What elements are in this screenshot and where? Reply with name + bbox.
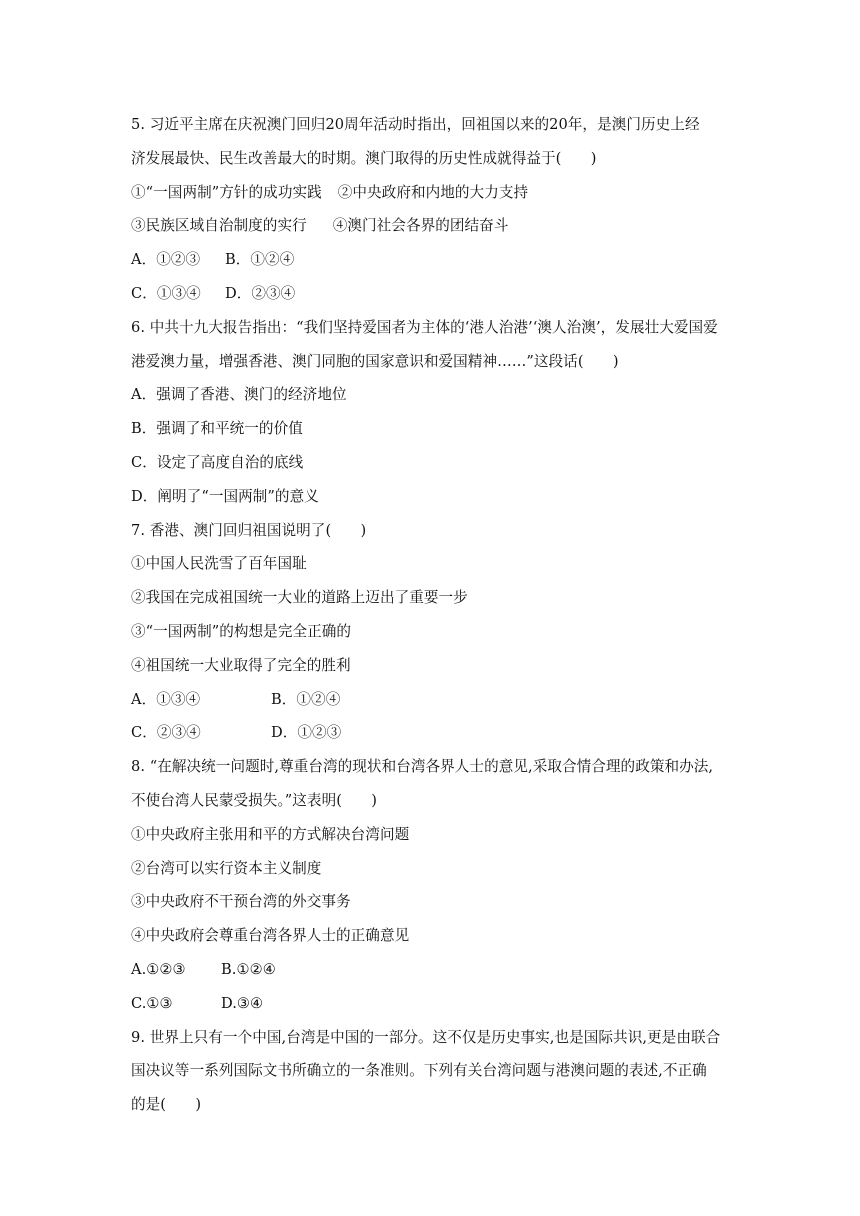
- q6-option-a: A．强调了香港、澳门的经济地位: [131, 386, 347, 404]
- q7-options-row-2: [131, 716, 731, 750]
- q6-stem-line-2: 港爱澳力量，增强香港、澳门同胞的国家意识和爱国精神……”这段话( ): [131, 352, 619, 370]
- q7-item-3: ③“一国两制”的构想是完全正确的: [131, 622, 352, 640]
- q6-option-b: B．强调了和平统一的价值: [131, 420, 303, 438]
- q7-stem: 7. 香港、澳门回归祖国说明了( ): [131, 521, 367, 539]
- q8-item-2: ②台湾可以实行资本主义制度: [131, 859, 322, 877]
- q6-option-d: D．阐明了“一国两制”的意义: [131, 487, 319, 505]
- q7-options-row-1: [131, 683, 731, 717]
- q5-option-b: B．①②④: [225, 251, 295, 269]
- q5-items-row-2: [131, 209, 731, 243]
- q5-item-2: ②中央政府和内地的大力支持: [337, 183, 529, 201]
- q8-option-d: D.③④: [221, 994, 264, 1012]
- q5-options-row-2: [131, 277, 731, 311]
- q8-item-1: ①中央政府主张用和平的方式解决台湾问题: [131, 825, 410, 843]
- q6-option-c: C．设定了高度自治的底线: [131, 453, 304, 471]
- q5-option-c: C．①③④: [131, 284, 201, 302]
- q9-stem-line-3: 的是( ): [131, 1096, 202, 1114]
- q6-stem-line-1: 6. 中共十九大报告指出：“我们坚持爱国者为主体的‘港人治港’‘澳人治澳’，发展壮大爱国爱: [131, 318, 718, 336]
- q8-options-row-2: [131, 987, 731, 1021]
- q7-option-d: D．①②③: [271, 724, 342, 742]
- q5-option-d: D．②③④: [225, 284, 296, 302]
- q5-stem-line-1: 5. 习近平主席在庆祝澳门回归20周年活动时指出，回祖国以来的20年，是澳门历史上经: [131, 116, 700, 133]
- q5-items-row-1: [131, 176, 731, 210]
- q8-option-a: A.①②③: [131, 960, 186, 978]
- q5-options-row-1: [131, 243, 731, 277]
- document-page: [131, 108, 731, 1122]
- q8-option-c: C.①③: [131, 994, 173, 1012]
- q8-option-b: B.①②④: [221, 960, 276, 978]
- q5-option-a: A．①②③: [131, 251, 201, 269]
- q5-item-4: ④澳门社会各界的团结奋斗: [332, 217, 509, 235]
- q8-stem-line-2: 不使台湾人民蒙受损失。”这表明( ): [131, 791, 377, 809]
- q7-item-4: ④祖国统一大业取得了完全的胜利: [131, 656, 351, 674]
- q7-option-c: C．②③④: [131, 724, 201, 742]
- q8-item-4: ④中央政府会尊重台湾各界人士的正确意见: [131, 927, 410, 945]
- q7-item-2: ②我国在完成祖国统一大业的道路上迈出了重要一步: [131, 589, 468, 607]
- q9-stem-line-2: 国决议等一系列国际文书所确立的一条准则。下列有关台湾问题与港澳问题的表述,不正确: [131, 1062, 707, 1080]
- q8-item-3: ③中央政府不干预台湾的外交事务: [131, 893, 351, 911]
- q7-option-a: A．①③④: [131, 690, 201, 708]
- q9-stem-line-1: 9. 世界上只有一个中国,台湾是中国的一部分。这不仅是历史事实,也是国际共识,更是由联合: [131, 1028, 721, 1046]
- q8-options-row-1: [131, 953, 731, 987]
- q5-stem-line-2: 济发展最快、民生改善最大的时期。澳门取得的历史性成就得益于( ): [131, 149, 597, 167]
- q5-item-1: ①“一国两制”方针的成功实践: [131, 183, 322, 201]
- q7-item-1: ①中国人民洗雪了百年国耻: [131, 555, 307, 573]
- q8-stem-line-1: 8. “在解决统一问题时,尊重台湾的现状和台湾各界人士的意见,采取合情合理的政策和办法,: [131, 758, 714, 776]
- q7-option-b: B．①②④: [271, 690, 341, 708]
- q5-item-3: ③民族区域自治制度的实行: [131, 217, 307, 235]
